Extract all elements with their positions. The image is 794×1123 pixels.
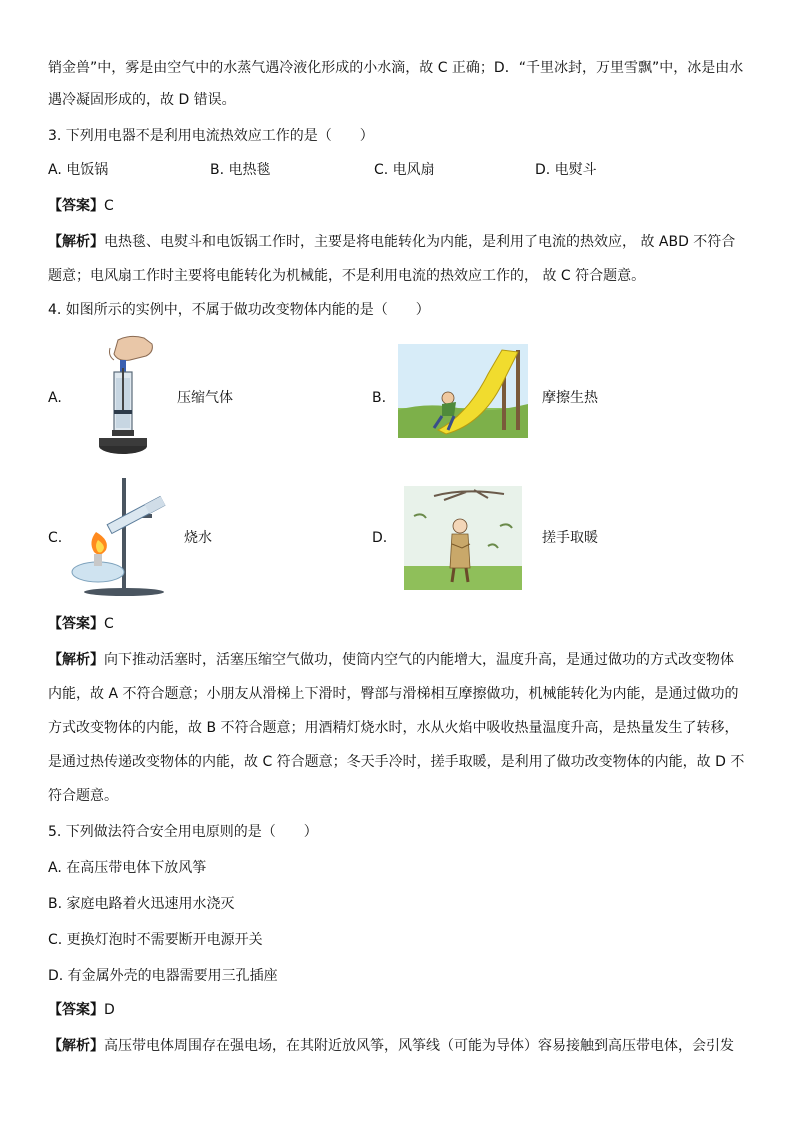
answer-tag: 【答案】 [48, 198, 104, 214]
answer-tag: 【答案】 [48, 616, 104, 632]
analysis-tag: 【解析】 [48, 1038, 104, 1054]
q5-option-d: D. 有金属外壳的电器需要用三孔插座 [48, 968, 278, 984]
q3-option-d: D. 电熨斗 [535, 162, 597, 178]
q4-option-a-caption: 压缩气体 [177, 390, 233, 406]
answer-value: C [104, 198, 114, 214]
q4-option-d-caption: 搓手取暖 [542, 530, 598, 546]
analysis-tag: 【解析】 [48, 652, 104, 668]
boiling-water-figure [66, 474, 176, 600]
q5-option-c: C. 更换灯泡时不需要断开电源开关 [48, 932, 263, 948]
answer-tag: 【答案】 [48, 1002, 104, 1018]
q4-option-c-caption: 烧水 [184, 530, 212, 546]
q2-tail-line-1: 销金兽”中，雾是由空气中的水蒸气遇冷液化形成的小水滴，故 C 正确；D．“千里冰封，万里雪飘”中，冰是由水 [48, 60, 744, 76]
analysis-text: 电热毯、电熨斗和电饭锅工作时，主要是将电能转化为内能，是利用了电流的热效应， 故 ABD 不符合 [104, 234, 736, 250]
q2-tail-line-2: 遇冷凝固形成的，故 D 错误。 [48, 92, 236, 108]
q4-option-c-letter: C. [48, 530, 63, 546]
q5-stem: 5. 下列做法符合安全用电原则的是（ ） [48, 824, 318, 840]
q4-answer [48, 614, 114, 634]
analysis-tag: 【解析】 [48, 234, 104, 250]
analysis-text: 向下推动活塞时，活塞压缩空气做功，使筒内空气的内能增大，温度升高，是通过做功的方式改变物体 [104, 652, 734, 668]
q4-analysis-line-5: 符合题意。 [48, 788, 118, 804]
q4-option-b-caption: 摩擦生热 [542, 390, 598, 406]
answer-value: D [104, 1002, 115, 1018]
q5-analysis-line-1 [48, 1036, 734, 1056]
q4-option-a-letter: A. [48, 390, 62, 406]
q3-analysis-line-1 [48, 232, 735, 252]
q4-analysis-line-1 [48, 650, 734, 670]
answer-value: C [104, 616, 114, 632]
q5-option-b: B. 家庭电路着火迅速用水浇灭 [48, 896, 235, 912]
analysis-text: 高压带电体周围存在强电场，在其附近放风筝，风筝线（可能为导体）容易接触到高压带电体，会引发 [104, 1038, 734, 1054]
q3-option-c: C. 电风扇 [374, 162, 435, 178]
q4-analysis-line-2: 内能，故 A 不符合题意；小朋友从滑梯上下滑时，臀部与滑梯相互摩擦做功，机械能转化为内能，是通过做功的 [48, 686, 739, 702]
rubbing-hands-figure [404, 486, 522, 590]
slide-friction-figure [398, 344, 528, 438]
q4-analysis-line-3: 方式改变物体的内能，故 B 不符合题意；用酒精灯烧水时，水从火焰中吸收热量温度升高，是热量发生了转移， [48, 720, 739, 736]
q3-option-b: B. 电热毯 [210, 162, 271, 178]
q3-option-a: A. 电饭锅 [48, 162, 109, 178]
q4-stem: 4. 如图所示的实例中，不属于做功改变物体内能的是（ ） [48, 302, 430, 318]
q4-option-d-letter: D. [372, 530, 388, 546]
q3-stem: 3. 下列用电器不是利用电流热效应工作的是（ ） [48, 128, 374, 144]
q5-option-a: A. 在高压带电体下放风筝 [48, 860, 207, 876]
q4-analysis-line-4: 是通过热传递改变物体的内能，故 C 符合题意；冬天手冷时，搓手取暖，是利用了做功改变物体的内能，故 D 不 [48, 754, 745, 770]
compress-gas-figure [88, 334, 168, 460]
q3-analysis-line-2: 题意；电风扇工作时主要将电能转化为机械能，不是利用电流的热效应工作的， 故 C 符合题意。 [48, 268, 646, 284]
q5-answer [48, 1000, 115, 1020]
q4-option-b-letter: B. [372, 390, 387, 406]
q3-answer [48, 196, 114, 216]
